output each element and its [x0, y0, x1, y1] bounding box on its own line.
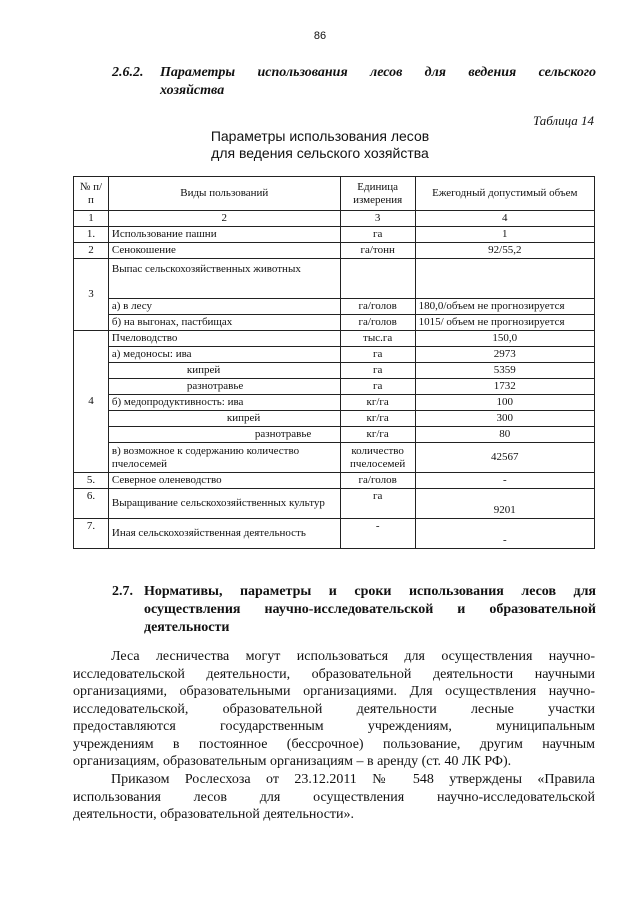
table-row	[74, 315, 595, 331]
row-unit: га	[340, 227, 415, 243]
column-number: 4	[415, 211, 594, 227]
section-title-line: деятельности	[144, 620, 230, 635]
row-unit: количество пчелосемей	[340, 443, 415, 473]
row-value: 300	[415, 411, 594, 427]
table-row	[74, 243, 595, 259]
table-row	[74, 395, 595, 411]
table-row	[74, 227, 595, 243]
section-heading-2-6-2	[112, 64, 596, 100]
body-paragraph	[73, 771, 595, 824]
paragraph-line: учреждениям в постоянное (бессрочное) пользование, другим научным	[73, 736, 595, 752]
row-kind: Выращивание сельскохозяйственных культур	[108, 489, 340, 519]
row-value: -	[415, 519, 594, 549]
paragraph-line: исследовательской деятельности, образовательной деятельности научными	[73, 666, 595, 682]
table-title-line: Параметры использования лесов	[210, 128, 430, 144]
row-value: 2973	[415, 347, 594, 363]
row-value: 1732	[415, 379, 594, 395]
paragraph-line: исследовательской, образовательной деятельности лесные участки	[73, 701, 595, 717]
row-value: 5359	[415, 363, 594, 379]
row-unit: кг/га	[340, 395, 415, 411]
row-unit: тыс.га	[340, 331, 415, 347]
row-kind: Пчеловодство	[108, 331, 340, 347]
table-row	[74, 379, 595, 395]
table-header-row	[74, 177, 595, 211]
table-row	[74, 519, 595, 549]
table-row	[74, 473, 595, 489]
row-value: 80	[415, 427, 594, 443]
table-title-line: для ведения сельского хозяйства	[211, 145, 429, 161]
section-title-line: осуществления научно-исследовательской и образовательной	[144, 602, 596, 617]
table-row	[74, 259, 595, 299]
row-unit: га	[340, 489, 415, 519]
paragraph-line: организациями, образовательными организациями. Для осуществления научно-	[73, 684, 595, 699]
section-number: 2.7.	[112, 584, 133, 599]
table-title	[0, 128, 640, 162]
row-unit: га/голов	[340, 315, 415, 331]
row-kind: разнотравье	[108, 379, 340, 395]
section-heading-2-7	[112, 583, 596, 637]
row-unit: га/голов	[340, 473, 415, 489]
paragraph-line: Приказом Рослесхоза от 23.12.2011 № 548 утверждены «Правила	[111, 772, 595, 787]
row-num: 4	[74, 331, 109, 473]
row-num: 6.	[74, 489, 109, 519]
row-value: 1	[415, 227, 594, 243]
body-paragraph	[73, 648, 595, 771]
row-unit: -	[340, 519, 415, 549]
column-number: 1	[74, 211, 109, 227]
row-unit	[340, 259, 415, 299]
parameters-table	[73, 176, 595, 549]
page-number: 86	[313, 30, 327, 42]
row-value: 1015/ объем не прогнозируется	[415, 315, 594, 331]
row-kind: кипрей	[108, 411, 340, 427]
table-row	[74, 363, 595, 379]
row-num: 1.	[74, 227, 109, 243]
paragraph-line: использования лесов для осуществления научно-исследовательской	[73, 789, 595, 805]
row-kind: б) на выгонах, пастбищах	[108, 315, 340, 331]
row-kind: а) медоносы: ива	[108, 347, 340, 363]
table-row	[74, 443, 595, 473]
paragraph-line: предоставляются государственным учреждениям, муниципальным	[73, 719, 595, 734]
row-kind: кипрей	[108, 363, 340, 379]
row-value: 180,0/объем не прогнозируется	[415, 299, 594, 315]
row-unit: га	[340, 347, 415, 363]
row-value: -	[415, 473, 594, 489]
row-unit: га/тонн	[340, 243, 415, 259]
table-row	[74, 411, 595, 427]
row-unit: га	[340, 363, 415, 379]
column-number: 3	[340, 211, 415, 227]
row-kind: в) возможное к содержанию количество пчелосемей	[108, 443, 340, 473]
row-kind: Использование пашни	[108, 227, 340, 243]
section-title-line: Нормативы, параметры и сроки использования лесов для	[144, 584, 596, 599]
row-value: 42567	[415, 443, 594, 473]
row-value	[415, 259, 594, 299]
paragraph-line: организациям, образовательным организациям – в аренду (ст. 40 ЛК РФ).	[73, 754, 512, 769]
table-row	[74, 427, 595, 443]
row-kind: Сенокошение	[108, 243, 340, 259]
row-kind: б) медопродуктивность: ива	[108, 395, 340, 411]
table-row	[74, 331, 595, 347]
row-value: 9201	[415, 489, 594, 519]
table-column-numbers-row	[74, 211, 595, 227]
paragraph-line: деятельности, образовательной деятельности».	[73, 807, 355, 822]
row-kind: разнотравье	[108, 427, 340, 443]
row-value: 92/55,2	[415, 243, 594, 259]
row-kind: Северное оленеводство	[108, 473, 340, 489]
row-unit: кг/га	[340, 411, 415, 427]
row-value: 100	[415, 395, 594, 411]
row-unit: га	[340, 379, 415, 395]
header-num: № п/п	[74, 177, 109, 211]
row-kind: а) в лесу	[108, 299, 340, 315]
row-unit: кг/га	[340, 427, 415, 443]
row-value: 150,0	[415, 331, 594, 347]
row-num: 2	[74, 243, 109, 259]
section-title-line: хозяйства	[160, 83, 225, 98]
header-unit: Единица измерения	[340, 177, 415, 211]
row-unit: га/голов	[340, 299, 415, 315]
paragraph-line: Леса лесничества могут использоваться для осуществления научно-	[111, 649, 595, 664]
table-row	[74, 347, 595, 363]
row-num: 5.	[74, 473, 109, 489]
table-label: Таблица 14	[532, 113, 594, 128]
header-volume: Ежегодный допустимый объем	[415, 177, 594, 211]
header-kind: Виды пользований	[108, 177, 340, 211]
table-row	[74, 299, 595, 315]
row-kind: Выпас сельскохозяйственных животных	[108, 259, 340, 299]
section-number: 2.6.2.	[112, 65, 144, 80]
row-num: 7.	[74, 519, 109, 549]
row-num: 3	[74, 259, 109, 331]
row-kind: Иная сельскохозяйственная деятельность	[108, 519, 340, 549]
section-title-line: Параметры использования лесов для ведения сельского	[160, 65, 596, 80]
table-row	[74, 489, 595, 519]
column-number: 2	[108, 211, 340, 227]
